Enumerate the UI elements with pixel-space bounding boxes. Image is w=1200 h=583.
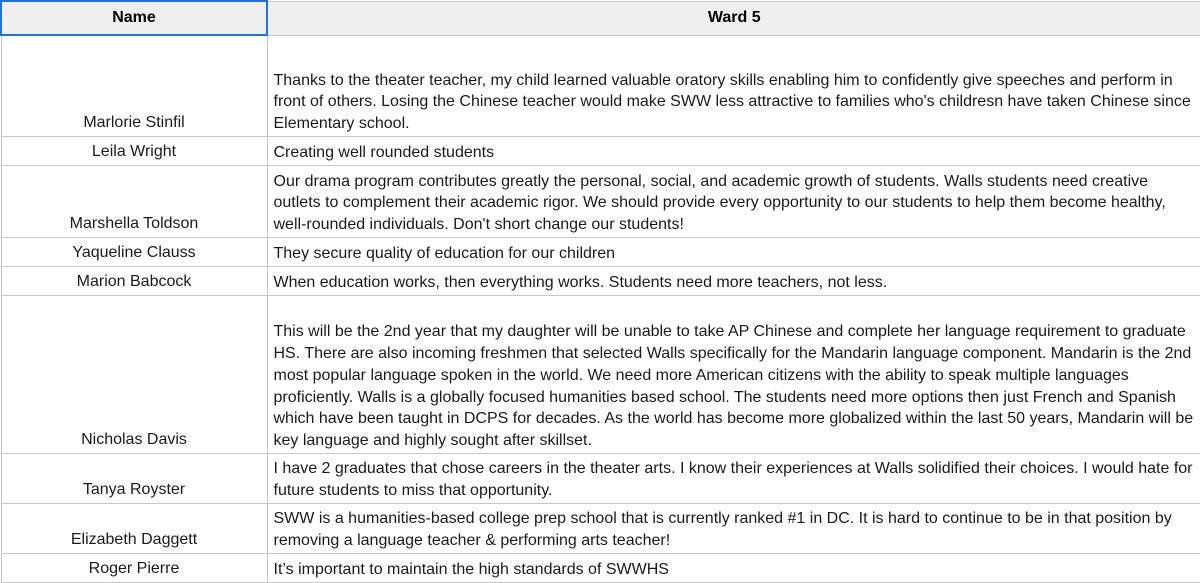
name-cell[interactable]: Marlorie Stinfil [1,35,267,137]
table-row [1,166,1200,238]
table-row [1,238,1200,267]
column-header-name[interactable]: Name [1,1,267,35]
table-row [1,554,1200,583]
header-row [1,1,1200,35]
name-cell[interactable]: Tanya Royster [1,454,267,504]
comment-cell[interactable]: When education works, then everything works. Students need more teachers, not less. [267,267,1200,296]
table-row [1,35,1200,137]
comment-cell[interactable]: Our drama program contributes greatly the personal, social, and academic growth of students. Walls students need creative outlets to complement their academic rigor. We should provide every opportunity to our students to help them become healthy, well-rounded individuals. Don't short change our students! [267,166,1200,238]
name-cell[interactable]: Leila Wright [1,137,267,166]
table-row [1,137,1200,166]
comment-cell[interactable]: Creating well rounded students [267,137,1200,166]
table-row [1,267,1200,296]
comment-cell[interactable]: I have 2 graduates that chose careers in the theater arts. I know their experiences at Walls solidified their choices. I would hate for future students to miss that opportunity. [267,454,1200,504]
name-cell[interactable]: Marshella Toldson [1,166,267,238]
comment-cell[interactable]: They secure quality of education for our children [267,238,1200,267]
column-header-ward[interactable]: Ward 5 [267,1,1200,35]
name-cell[interactable]: Elizabeth Daggett [1,504,267,554]
name-cell[interactable]: Yaqueline Clauss [1,238,267,267]
comment-cell[interactable]: SWW is a humanities-based college prep school that is currently ranked #1 in DC. It is hard to continue to be in that position by removing a language teacher & performing arts teacher! [267,504,1200,554]
name-cell[interactable]: Marion Babcock [1,267,267,296]
comment-cell[interactable]: This will be the 2nd year that my daughter will be unable to take AP Chinese and complete her language requirement to graduate HS. There are also incoming freshmen that selected Walls specifically for the Mandarin language component. Mandarin is the 2nd most popular language spoken in the world. We need more American citizens with the ability to speak multiple languages proficiently. Walls is a globally focused humanities based school. The students need more options then just French and Spanish which have been taught in DCPS for decades. As the world has become more globalized within the last 50 years, Mandarin will be key language and highly sought after skillset. [267,296,1200,454]
comment-cell[interactable]: Thanks to the theater teacher, my child learned valuable oratory skills enabling him to confidently give speeches and perform in front of others. Losing the Chinese teacher would make SWW less attractive to families who's childresn have taken Chinese since Elementary school. [267,35,1200,137]
table-row [1,504,1200,554]
comment-cell[interactable]: It’s important to maintain the high standards of SWWHS [267,554,1200,583]
table-row [1,454,1200,504]
name-cell[interactable]: Nicholas Davis [1,296,267,454]
name-cell[interactable]: Roger Pierre [1,554,267,583]
table-row [1,296,1200,454]
